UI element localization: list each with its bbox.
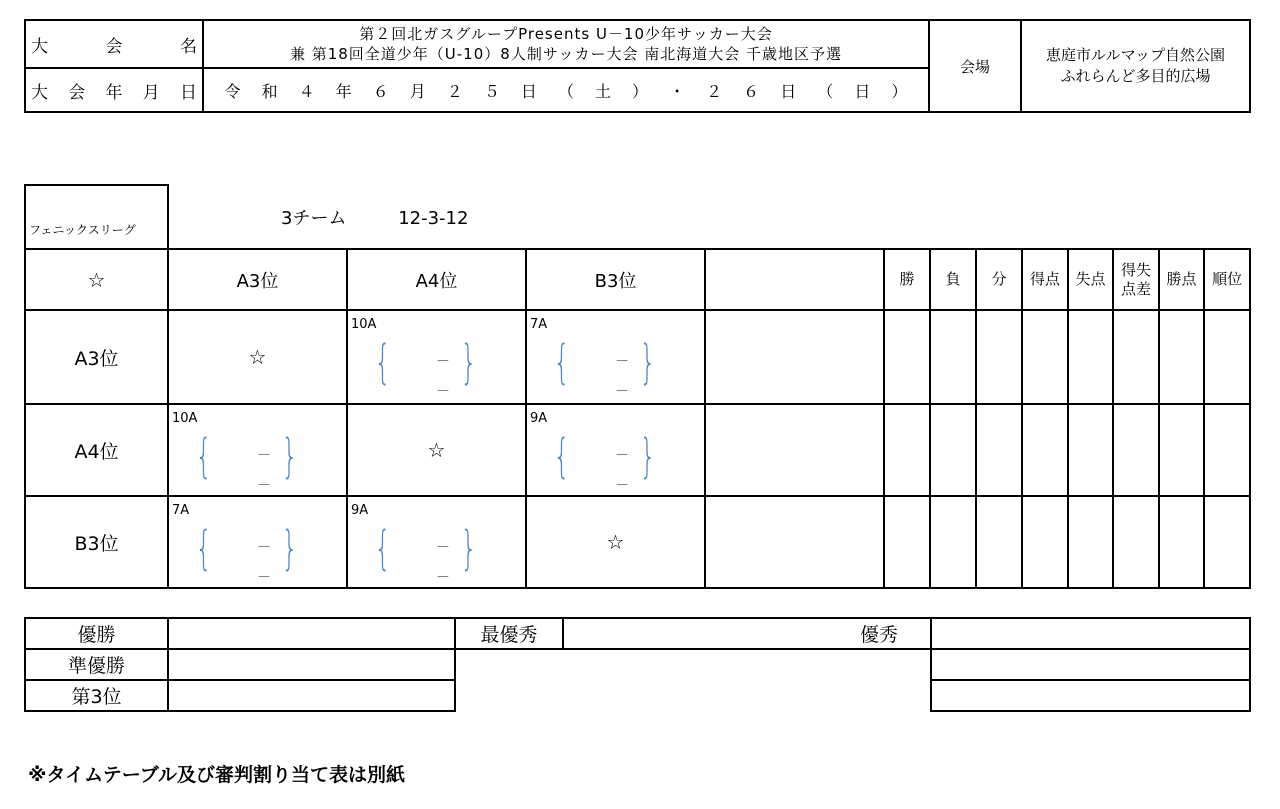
gap bbox=[455, 649, 931, 680]
stat-cell bbox=[930, 496, 976, 588]
team-count: 3チーム bbox=[281, 207, 347, 229]
empty-cell bbox=[705, 310, 884, 404]
runner-up-label: 準優勝 bbox=[25, 649, 168, 680]
empty-col-head bbox=[705, 249, 884, 310]
right-brace: } bbox=[281, 429, 298, 483]
header-table bbox=[24, 19, 1251, 113]
date-char: ２ bbox=[446, 81, 463, 101]
stat-cell bbox=[884, 496, 930, 588]
match-number: 9A bbox=[530, 411, 548, 426]
left-brace: { bbox=[195, 521, 212, 575]
date-char: 年 bbox=[335, 81, 352, 101]
stat-cell bbox=[1022, 496, 1068, 588]
right-brace: } bbox=[460, 335, 477, 389]
excellent-label: 優秀 bbox=[813, 618, 931, 649]
left-brace: { bbox=[374, 335, 391, 389]
match-cell bbox=[347, 310, 526, 404]
match-cell bbox=[347, 496, 526, 588]
corner-star: ☆ bbox=[25, 249, 168, 310]
score-dash: － bbox=[257, 448, 271, 464]
stat-cell bbox=[1068, 496, 1113, 588]
score-dash: － bbox=[257, 478, 271, 494]
match-format: 12-3-12 bbox=[398, 207, 469, 229]
date-char: ６ bbox=[743, 81, 760, 101]
stat-head-points: 勝点 bbox=[1159, 249, 1204, 310]
excellent-value-3 bbox=[931, 680, 1250, 711]
row-head-team: A4位 bbox=[25, 404, 168, 496]
date-char: ６ bbox=[372, 81, 389, 101]
date-char: 和 bbox=[261, 81, 278, 101]
winner-label: 優勝 bbox=[25, 618, 168, 649]
stat-cell bbox=[884, 404, 930, 496]
venue: 恵庭市ルルマップ自然公園 ふれらんど多目的広場 bbox=[1021, 20, 1250, 112]
excellent-value bbox=[931, 618, 1250, 649]
match-number: 10A bbox=[351, 317, 377, 332]
left-brace: { bbox=[195, 429, 212, 483]
right-brace: } bbox=[281, 521, 298, 575]
runner-up-value bbox=[168, 649, 455, 680]
mvp-label: 最優秀 bbox=[455, 618, 563, 649]
excellent-value-2 bbox=[931, 649, 1250, 680]
stat-cell bbox=[930, 310, 976, 404]
stat-head-goals-for: 得点 bbox=[1022, 249, 1068, 310]
match-cell bbox=[526, 310, 705, 404]
match-cell bbox=[168, 496, 347, 588]
empty-cell bbox=[705, 496, 884, 588]
third-value bbox=[168, 680, 455, 711]
stat-cell bbox=[976, 404, 1022, 496]
match-number: 10A bbox=[172, 411, 198, 426]
league-table bbox=[24, 184, 1251, 589]
stat-head-draws: 分 bbox=[976, 249, 1022, 310]
stat-cell bbox=[1204, 496, 1250, 588]
tournament-name: 第２回北ガスグループPresents U－10少年サッカー大会 兼 第18回全道少年（U-10）8人制サッカー大会 南北海道大会 千歳地区予選 bbox=[203, 20, 929, 68]
date-char: ４ bbox=[298, 81, 315, 101]
self-match-star: ☆ bbox=[347, 404, 526, 496]
match-number: 7A bbox=[172, 503, 190, 518]
table-row bbox=[25, 404, 1250, 496]
row-head-team: B3位 bbox=[25, 496, 168, 588]
date-char: 日 bbox=[780, 81, 797, 101]
right-brace: } bbox=[639, 335, 656, 389]
col-head-team: A3位 bbox=[168, 249, 347, 310]
left-brace: { bbox=[374, 521, 391, 575]
stat-cell bbox=[930, 404, 976, 496]
winner-value bbox=[168, 618, 455, 649]
score-dash: － bbox=[615, 478, 629, 494]
stat-cell bbox=[1068, 404, 1113, 496]
empty-cell bbox=[705, 404, 884, 496]
mvp-value bbox=[563, 618, 813, 649]
date-char: ） bbox=[632, 81, 649, 101]
stat-cell bbox=[1159, 496, 1204, 588]
date-char: 土 bbox=[594, 81, 611, 101]
date-char: 日 bbox=[520, 81, 537, 101]
tournament-name-label: 大 会 名 bbox=[25, 20, 203, 68]
stat-cell bbox=[976, 496, 1022, 588]
stat-cell bbox=[1022, 310, 1068, 404]
stat-cell bbox=[1113, 310, 1159, 404]
left-brace: { bbox=[553, 335, 570, 389]
col-head-team: B3位 bbox=[526, 249, 705, 310]
date-char: 日 bbox=[854, 81, 871, 101]
gap bbox=[455, 680, 931, 711]
third-label: 第3位 bbox=[25, 680, 168, 711]
table-row bbox=[25, 496, 1250, 588]
score-dash: － bbox=[615, 354, 629, 370]
stat-cell bbox=[1113, 496, 1159, 588]
left-brace: { bbox=[553, 429, 570, 483]
score-dash: － bbox=[615, 448, 629, 464]
stat-cell bbox=[1204, 310, 1250, 404]
stat-cell bbox=[1204, 404, 1250, 496]
stat-head-goal-diff: 得失点差 bbox=[1113, 249, 1159, 310]
date-char: ２ bbox=[706, 81, 723, 101]
stat-cell bbox=[1113, 404, 1159, 496]
date-char: ・ bbox=[669, 81, 686, 101]
stat-cell bbox=[1159, 310, 1204, 404]
stat-cell bbox=[884, 310, 930, 404]
col-head-team: A4位 bbox=[347, 249, 526, 310]
venue-label: 会場 bbox=[929, 20, 1021, 112]
stat-cell bbox=[1159, 404, 1204, 496]
league-info bbox=[168, 185, 1250, 249]
match-number: 7A bbox=[530, 317, 548, 332]
row-head-team: A3位 bbox=[25, 310, 168, 404]
stat-head-goals-against: 失点 bbox=[1068, 249, 1113, 310]
right-brace: } bbox=[639, 429, 656, 483]
match-cell bbox=[526, 404, 705, 496]
score-dash: － bbox=[436, 354, 450, 370]
right-brace: } bbox=[460, 521, 477, 575]
score-dash: － bbox=[436, 540, 450, 556]
stat-head-wins: 勝 bbox=[884, 249, 930, 310]
table-row bbox=[25, 310, 1250, 404]
date-char: ５ bbox=[483, 81, 500, 101]
stat-cell bbox=[1068, 310, 1113, 404]
tournament-date bbox=[203, 68, 929, 112]
score-dash: － bbox=[436, 384, 450, 400]
stat-head-rank: 順位 bbox=[1204, 249, 1250, 310]
results-table bbox=[24, 617, 1251, 712]
score-dash: － bbox=[257, 540, 271, 556]
date-char: 月 bbox=[409, 81, 426, 101]
stat-head-losses: 負 bbox=[930, 249, 976, 310]
stat-cell bbox=[1022, 404, 1068, 496]
score-dash: － bbox=[615, 384, 629, 400]
league-name: フェニックスリーグ bbox=[25, 185, 168, 249]
stat-cell bbox=[976, 310, 1022, 404]
self-match-star: ☆ bbox=[168, 310, 347, 404]
date-label: 大 会 年 月 日 bbox=[25, 68, 203, 112]
self-match-star: ☆ bbox=[526, 496, 705, 588]
date-char: ） bbox=[891, 81, 908, 101]
match-number: 9A bbox=[351, 503, 369, 518]
match-cell bbox=[168, 404, 347, 496]
date-char: （ bbox=[557, 81, 574, 101]
score-dash: － bbox=[257, 570, 271, 586]
date-char: （ bbox=[817, 81, 834, 101]
date-char: 令 bbox=[224, 81, 241, 101]
score-dash: － bbox=[436, 570, 450, 586]
footnote: ※タイムテーブル及び審判割り当て表は別紙 bbox=[28, 764, 406, 786]
